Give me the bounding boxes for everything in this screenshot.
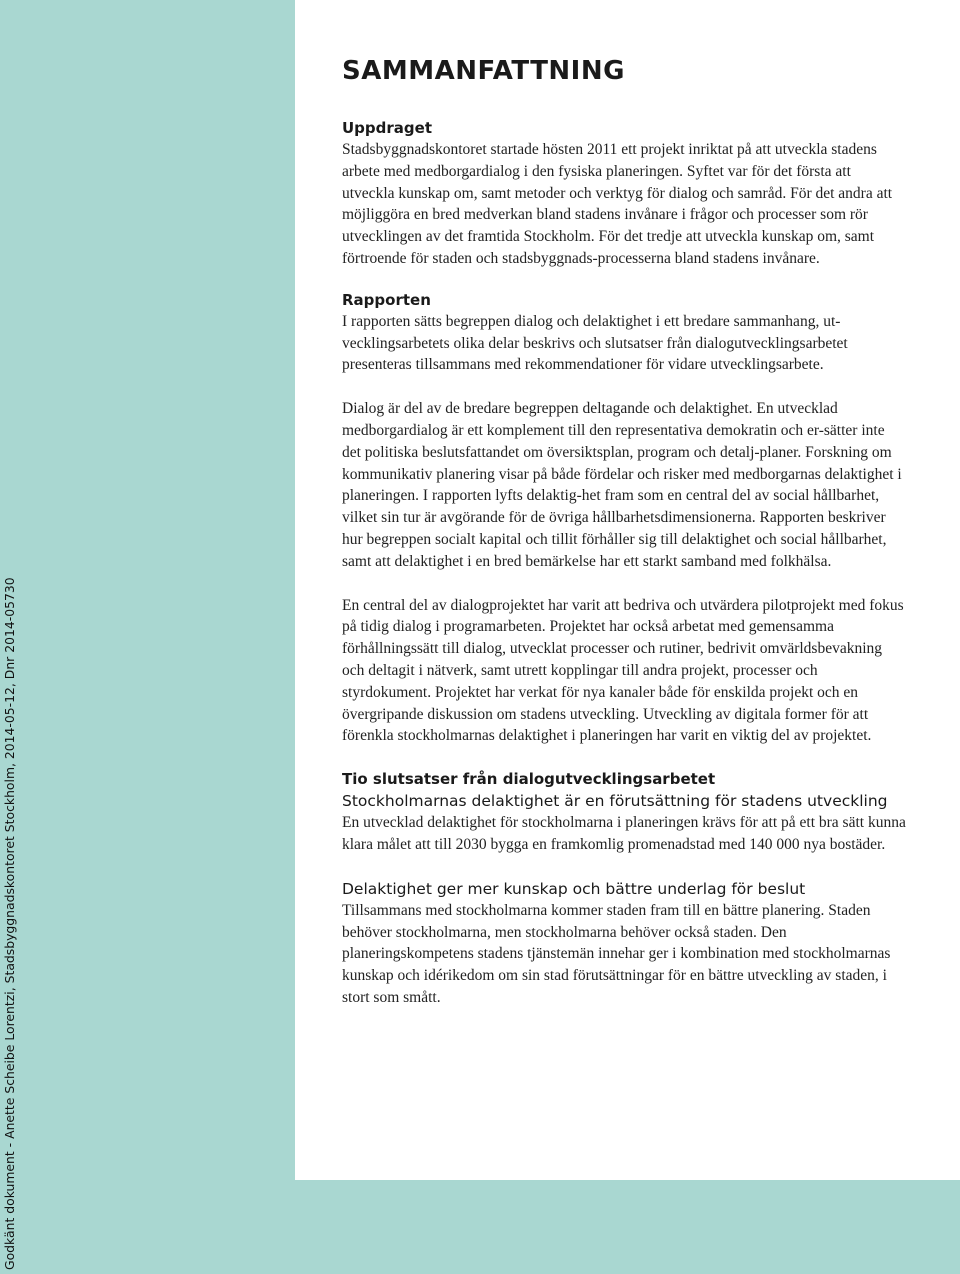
paragraph: Dialog är del av de bredare begreppen deltagande och delaktighet. En utvecklad medborgardialog är ett komplement till den representativa demokratin och er-sätter inte det politiska beslutsfattandet om översiktsplan, program och detalj-planer. Forskning om kommunikativ planering visar på både fördelar och risker med medborgarnas delaktighet i planeringen. I rapporten lyfts delaktig-het fram som en central del av social hållbarhet, vilket sin tur är avgörande för de övriga hållbarhetsdimensionerna. Rapporten beskriver hur begreppen socialt kapital och tillit förhåller sig till delaktighet och social hållbarhet, samt att delaktighet i en bred bemärkelse har ett starkt samband med folkhälsa.	[342, 400, 902, 570]
section-heading: Tio slutsatser från dialogutvecklingsarbetet	[342, 770, 716, 789]
page-title: SAMMANFATTNING	[342, 56, 625, 86]
section-uppdraget	[342, 118, 907, 270]
paragraph: I rapporten sätts begreppen dialog och delaktighet i ett bredare sammanhang, ut-vecklingsarbetets olika delar beskrivs och slutsatser från dialogutvecklingsarbetet presenteras tillsammans med rekommendationer för vidare utvecklingsarbete.	[342, 312, 848, 374]
section-rapporten	[342, 290, 907, 747]
paragraph: En utvecklad delaktighet för stockholmarna i planeringen krävs för att på ett bra sätt kunna klara målet att till 2030 bygga en framkomlig promenadstad med 140 000 nya bostäder.	[342, 814, 906, 853]
subheading: Delaktighet ger mer kunskap och bättre underlag för beslut	[342, 879, 806, 898]
section-heading: Rapporten	[342, 290, 431, 309]
paragraph: Tillsammans med stockholmarna kommer staden fram till en bättre planering. Staden behöver stockholmarna, men stockholmarna behöver också staden. Den planeringskompetens stadens tjänstemän innehar ger i kombination med stockholmarnas kunskap och idérikedom om sin stad förutsättningar för en bättre utveckling av staden, i stort som smått.	[342, 901, 891, 1006]
section-heading: Uppdraget	[342, 119, 432, 137]
page-content	[342, 54, 907, 1009]
document-approval-stamp: Godkänt dokument - Anette Scheibe Lorentzi, Stadsbyggnadskontoret Stockholm, 2014-05-12, Dnr 2014-05730	[2, 577, 17, 1270]
paragraph: Stadsbyggnadskontoret startade hösten 2011 ett projekt inriktat på att utveckla stadens arbete med medborgardialog i den fysiska planeringen. Syftet var för det första att utveckla kunskap om, samt metoder och verktyg för dialog och samråd. För det andra att möjliggöra en bred medverkan bland stadens invånare i frågor och processer som rör utvecklingen av det framtida Stockholm. För det tredje att utveckla kunskap om, samt förtroende för staden och stadsbyggnads-processerna bland stadens invånare.	[342, 141, 893, 267]
subheading: Stockholmarnas delaktighet är en förutsättning för stadens utveckling	[342, 792, 888, 811]
document-page	[295, 0, 960, 1180]
paragraph: En central del av dialogprojektet har varit att bedriva och utvärdera pilotprojekt med fokus på tidig dialog i programarbeten. Projektet har också arbetat med gemensamma förhållningssätt till dialog, utvecklat processer och rutiner, bedrivit omvärldsbevakning och deltagit i nätverk, samt utrett kopplingar till andra projekt, processer och styrdokument. Projektet har verkat för nya kanaler både för enskilda projekt och en övergripande diskussion om stadens utveckling. Utveckling av digitala former för att förenkla stockholmarnas delaktighet i planeringen har varit en viktig del av projektet.	[342, 596, 904, 745]
section-slutsatser	[342, 769, 907, 1009]
